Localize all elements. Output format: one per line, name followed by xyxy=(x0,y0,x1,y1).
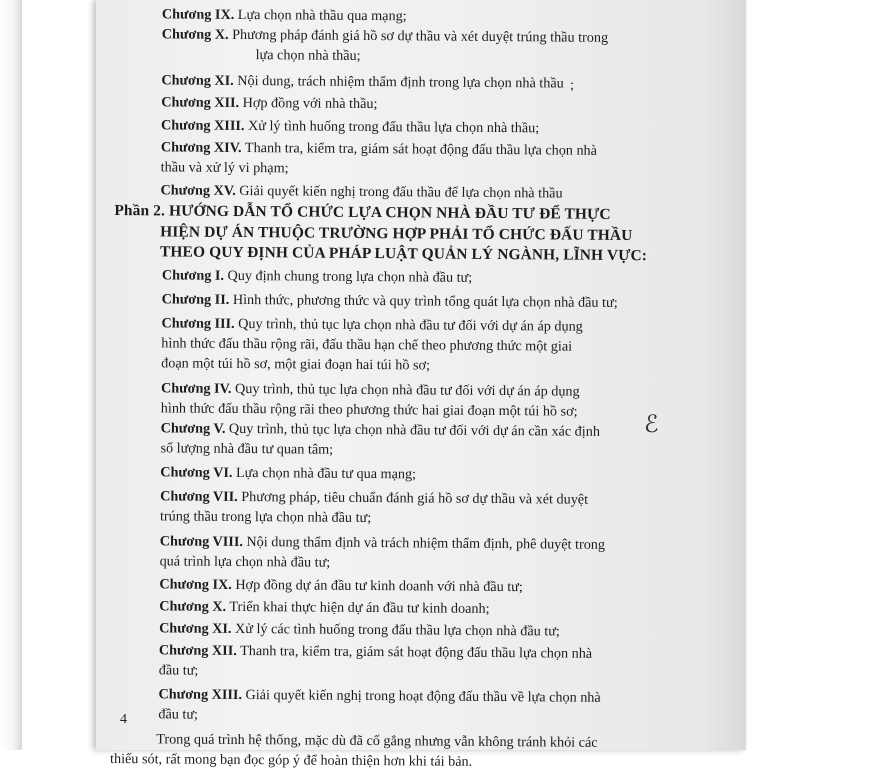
page-number: 4 xyxy=(120,712,127,727)
chapter-number: Chương II. xyxy=(161,290,230,308)
chapter-text: Hợp đồng dự án đầu tư kinh doanh với nhà đầu tư; xyxy=(235,576,523,595)
toc-entry xyxy=(161,92,801,117)
chapter-number: Chương XIII. xyxy=(158,685,243,703)
toc-entry-continued: đầu tư; xyxy=(158,661,199,679)
chapter-text: Nội dung thẩm định và trách nhiệm thẩm định, phê duyệt trong xyxy=(246,533,606,553)
chapter-text: Quy trình, thủ tục lựa chọn nhà đầu tư đối với dự án áp dụng xyxy=(238,315,583,335)
chapter-number: Chương X. xyxy=(159,597,227,615)
chapter-text: Phương pháp, tiêu chuẩn đánh giá hồ sơ dự thầu và xét duyệt xyxy=(241,488,589,508)
chapter-text: Phương pháp đánh giá hồ sơ dự thầu và xét duyệt trúng thầu trong xyxy=(232,26,609,46)
chapter-text: Nội dung, trách nhiệm thẩm định trong lựa chọn nhà thầu xyxy=(237,72,564,92)
chapter-number: Chương X. xyxy=(161,26,229,43)
chapter-number: Chương VII. xyxy=(160,487,238,505)
toc-entry-continued: hình thức đấu thầu rộng rãi, đấu thầu hạn chế theo phương thức một giai xyxy=(161,334,573,355)
chapter-number: Chương XI. xyxy=(159,619,232,637)
chapter-number: Chương I. xyxy=(161,266,225,284)
left-edge xyxy=(0,0,22,750)
part-heading-line: HIỆN DỰ ÁN THUỘC TRƯỜNG HỢP PHẢI TỔ CHỨC ĐẤU THẦU xyxy=(160,222,633,244)
toc-entry xyxy=(162,265,802,290)
chapter-number: Chương V. xyxy=(160,419,226,437)
margin-mark: ℰ xyxy=(644,412,659,438)
toc-entry-continued: quá trình lựa chọn nhà đầu tư; xyxy=(159,552,331,571)
chapter-number: Chương XII. xyxy=(158,641,237,659)
chapter-number: Chương IX. xyxy=(159,575,232,593)
closing-paragraph-line: thiếu sót, rất mong bạn đọc góp ý để hoàn thiện hơn khi tái bản. xyxy=(110,750,473,770)
chapter-number: Chương XIII. xyxy=(160,117,245,135)
book-page xyxy=(96,0,746,770)
chapter-number: Chương IX. xyxy=(161,6,235,23)
toc-entry-continued: hình thức đấu thầu rộng rãi theo phương thức hai giai đoạn một túi hồ sơ; xyxy=(160,399,578,420)
chapter-number: Chương XI. xyxy=(161,72,234,89)
chapter-text: Hình thức, phương thức và quy trình tổng quát lựa chọn nhà đầu tư; xyxy=(232,291,618,311)
toc-entry xyxy=(162,289,802,314)
toc-entry-continued: đoạn một túi hồ sơ, một giai đoạn hai túi hồ sơ; xyxy=(161,354,431,373)
chapter-text: Giải quyết kiến nghị trong đấu thầu để lựa chọn nhà thầu xyxy=(239,182,563,202)
stray-punctuation: ; xyxy=(570,78,574,93)
chapter-number: Chương III. xyxy=(161,314,235,332)
closing-paragraph-line: Trong quá trình hệ thống, mặc dù đã cố gắng nhưng vẫn không tránh khỏi các xyxy=(156,730,598,751)
chapter-text: Thanh tra, kiểm tra, giám sát hoạt động đấu thầu lựa chọn nhà xyxy=(240,642,593,662)
toc-entry xyxy=(161,70,801,95)
toc-entry-continued: số lượng nhà đầu tư quan tâm; xyxy=(160,439,334,458)
chapter-text: Thanh tra, kiểm tra, giám sát hoạt động đấu thầu lựa chọn nhà xyxy=(244,140,598,159)
chapter-number: Chương IV. xyxy=(160,379,232,397)
chapter-text: Giải quyết kiến nghị trong hoạt động đấu thầu về lựa chọn nhà xyxy=(245,686,601,706)
chapter-text: Hợp đồng với nhà thầu; xyxy=(242,95,378,113)
chapter-text: Quy trình, thủ tục lựa chọn nhà đầu tư đối với dự án áp dụng xyxy=(234,380,580,400)
toc-entry xyxy=(159,574,799,599)
toc-entry-continued: đầu tư; xyxy=(158,705,199,723)
chapter-text: Quy định chung trong lựa chọn nhà đầu tư; xyxy=(227,267,473,286)
chapter-text: Xử lý các tình huống trong đấu thầu lựa chọn nhà đầu tư; xyxy=(234,620,560,640)
toc-entry-continued: trúng thầu trong lựa chọn nhà đầu tư; xyxy=(159,507,372,526)
chapter-number: Chương XII. xyxy=(161,94,240,111)
chapter-number: Chương XIV. xyxy=(160,139,242,157)
toc-entry xyxy=(159,618,799,643)
toc-entry xyxy=(161,115,801,140)
chapter-text: Triển khai thực hiện dự án đầu tư kinh doanh; xyxy=(229,598,490,617)
chapter-text: Quy trình, thủ tục lựa chọn nhà đầu tư đối với dự án cần xác định xyxy=(228,420,601,440)
toc-entry xyxy=(160,462,800,487)
chapter-text: Lựa chọn nhà đầu tư qua mạng; xyxy=(235,464,417,482)
part-heading-line: Phần 2. HƯỚNG DẪN TỔ CHỨC LỰA CHỌN NHÀ ĐẦU TƯ ĐỂ THỰC xyxy=(114,202,611,223)
toc-entry xyxy=(159,596,799,621)
chapter-number: Chương XV. xyxy=(160,182,236,199)
toc-entry-continued: lựa chọn nhà thầu; xyxy=(255,47,361,64)
part-heading-line: THEO QUY ĐỊNH CỦA PHÁP LUẬT QUẢN LÝ NGÀNH, LĨNH VỰC: xyxy=(159,243,648,265)
page-content xyxy=(108,4,754,774)
chapter-text: Lựa chọn nhà thầu qua mạng; xyxy=(237,6,407,25)
chapter-text: Xử lý tình huống trong đấu thầu lựa chọn nhà thầu; xyxy=(247,118,540,137)
chapter-number: Chương VI. xyxy=(160,463,233,481)
toc-entry-continued: thầu và xử lý vi phạm; xyxy=(160,159,289,177)
chapter-number: Chương VIII. xyxy=(159,532,243,550)
